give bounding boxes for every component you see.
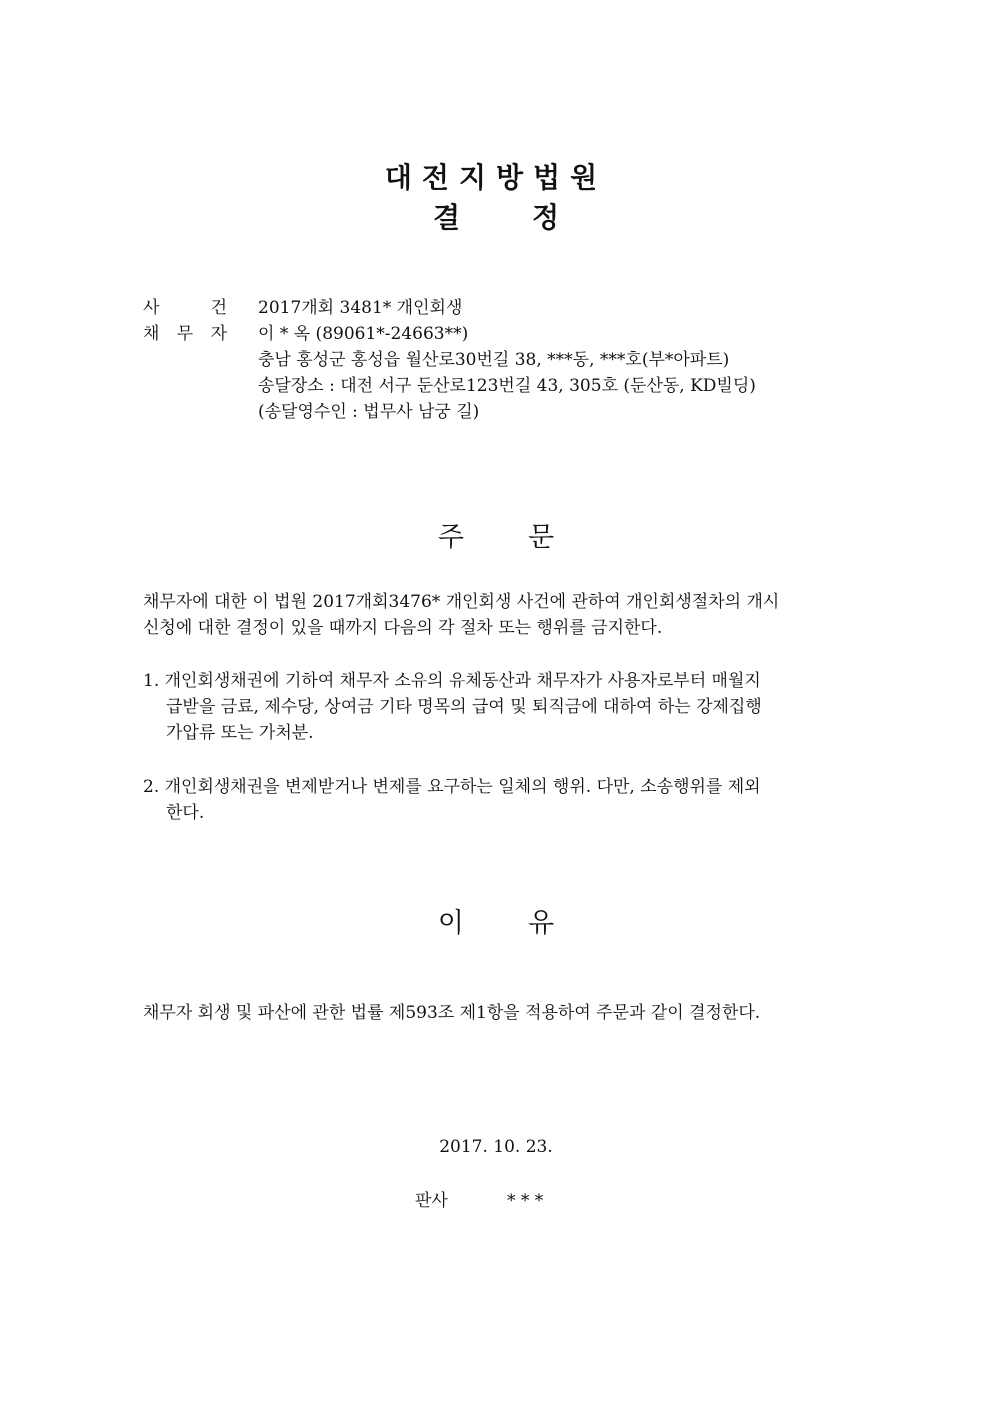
order-item-1 [143, 668, 803, 746]
order-intro-line-2: 신청에 대한 결정이 있을 때까지 다음의 각 절차 또는 행위를 금지한다. [143, 618, 663, 638]
delivery-row [143, 373, 756, 399]
order-section-title [0, 521, 992, 555]
order-item-1-line-3: 가압류 또는 가처분. [166, 723, 314, 743]
reason-text-line: 채무자 회생 및 파산에 관한 법률 제593조 제1항을 적용하여 주문과 같이 결정한다. [143, 1003, 761, 1023]
receiver-row [143, 399, 756, 425]
debtor-label-char-3: 자 [210, 324, 227, 344]
reason-title-char-1: 이 [437, 908, 464, 939]
order-title-char-2: 문 [528, 522, 555, 553]
debtor-label-char-1: 채 [143, 324, 160, 344]
case-row [143, 295, 756, 321]
order-intro-line-1: 채무자에 대한 이 법원 2017개회3476* 개인회생 사건에 관하여 개인회생절차의 개시 [143, 592, 780, 612]
case-label-char-2: 건 [210, 298, 227, 318]
case-label-char-1: 사 [143, 298, 160, 318]
decision-date: 2017. 10. 23. [439, 1137, 553, 1157]
debtor-address: 충남 홍성군 홍성읍 월산로30번길 38, ***동, ***호(부*아파트) [258, 350, 730, 370]
order-item-1-line-1: 1. 개인회생채권에 기하여 채무자 소유의 유체동산과 채무자가 사용자로부터 매월지 [143, 671, 761, 691]
document-type-title [0, 200, 992, 236]
reason-section-title [0, 907, 992, 941]
debtor-label-char-2: 무 [176, 324, 194, 344]
order-item-2-line-1: 2. 개인회생채권을 변제받거나 변제를 요구하는 일체의 행위. 다만, 소송행위를 제외 [143, 777, 761, 797]
case-number: 2017개회 3481* 개인회생 [258, 298, 463, 318]
order-item-1-line-2: 급받을 금료, 제수당, 상여금 기타 명목의 급여 및 퇴직금에 대하여 하는 강제집행 [166, 697, 762, 717]
debtor-label [143, 321, 227, 347]
debtor-name: 이 * 옥 (89061*-24663**) [258, 324, 469, 344]
doc-type-char-1: 결 [432, 201, 460, 234]
court-name: 대전지방법원 [384, 161, 608, 194]
case-info-block [143, 295, 756, 425]
order-intro [143, 589, 803, 641]
judge-signature [415, 1188, 543, 1214]
order-title-char-1: 주 [437, 522, 464, 553]
debtor-row [143, 321, 756, 347]
delivery-receiver: (송달영수인 : 법무사 남궁 길) [258, 402, 480, 422]
address-row [143, 347, 756, 373]
order-item-2-line-2: 한다. [166, 803, 205, 823]
case-label [143, 295, 227, 321]
reason-text [143, 1000, 803, 1026]
order-item-2 [143, 774, 803, 826]
doc-type-char-2: 정 [532, 201, 560, 234]
reason-title-char-2: 유 [528, 908, 555, 939]
judge-name: * * * [507, 1191, 544, 1211]
judge-label: 판사 [415, 1191, 448, 1211]
delivery-address: 송달장소 : 대전 서구 둔산로123번길 43, 305호 (둔산동, KD빌딩) [258, 376, 756, 396]
